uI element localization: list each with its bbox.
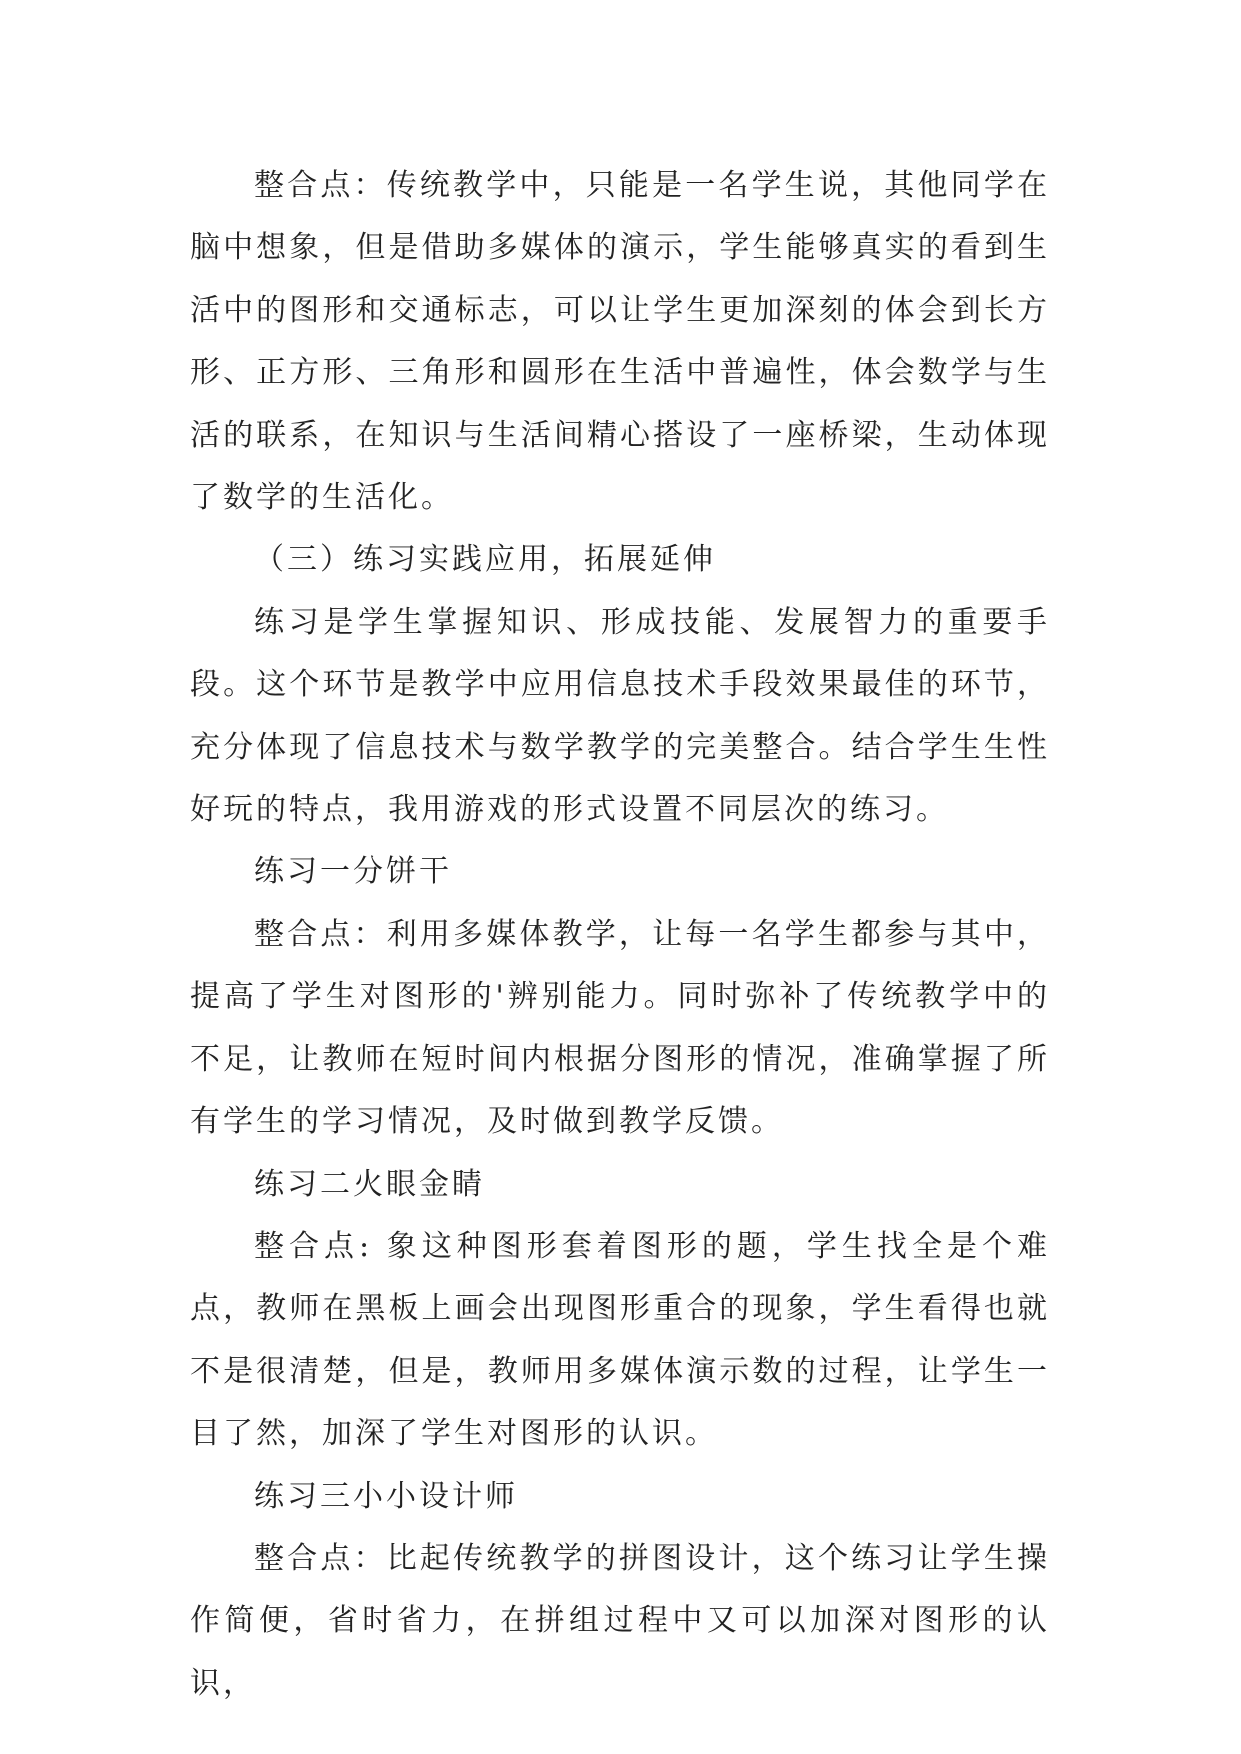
exercise-heading-1: 练习一分饼干 (254, 854, 452, 890)
paragraph-integration-point-4: 整合点：比起传统教学的拼图设计，这个练习让学生操作简便，省时省力，在拼组过程中又可以加深对图形的认识， (190, 1540, 1050, 1701)
exercise-heading-3: 练习三小小设计师 (254, 1478, 518, 1514)
paragraph-integration-point-1: 整合点：传统教学中，只能是一名学生说，其他同学在脑中想象，但是借助多媒体的演示，学生能够真实的看到生活中的图形和交通标志，可以让学生更加深刻的体会到长方形、正方形、三角形和圆形在生活中普遍性，体会数学与生活的联系，在知识与生活间精心搭设了一座桥梁，生动体现了数学的生活化。 (190, 168, 1050, 516)
paragraph-integration-point-2: 整合点：利用多媒体教学，让每一名学生都参与其中，提高了学生对图形的'辨别能力。同时弥补了传统教学中的不足，让教师在短时间内根据分图形的情况，准确掌握了所有学生的学习情况，及时做到教学反馈。 (190, 916, 1050, 1140)
paragraph-practice-intro: 练习是学生掌握知识、形成技能、发展智力的重要手段。这个环节是教学中应用信息技术手段效果最佳的环节，充分体现了信息技术与数学教学的完美整合。结合学生生性好玩的特点，我用游戏的形式设置不同层次的练习。 (190, 604, 1050, 828)
paragraph-integration-point-3: 整合点: 象这种图形套着图形的题，学生找全是个难点，教师在黑板上画会出现图形重合的现象，学生看得也就不是很清楚，但是，教师用多媒体演示数的过程，让学生一目了然，加深了学生对图形的认识。 (190, 1228, 1050, 1452)
section-heading-practice: （三）练习实践应用，拓展延伸 (254, 542, 716, 578)
exercise-heading-2: 练习二火眼金睛 (254, 1166, 485, 1202)
document-body (190, 155, 1050, 1715)
